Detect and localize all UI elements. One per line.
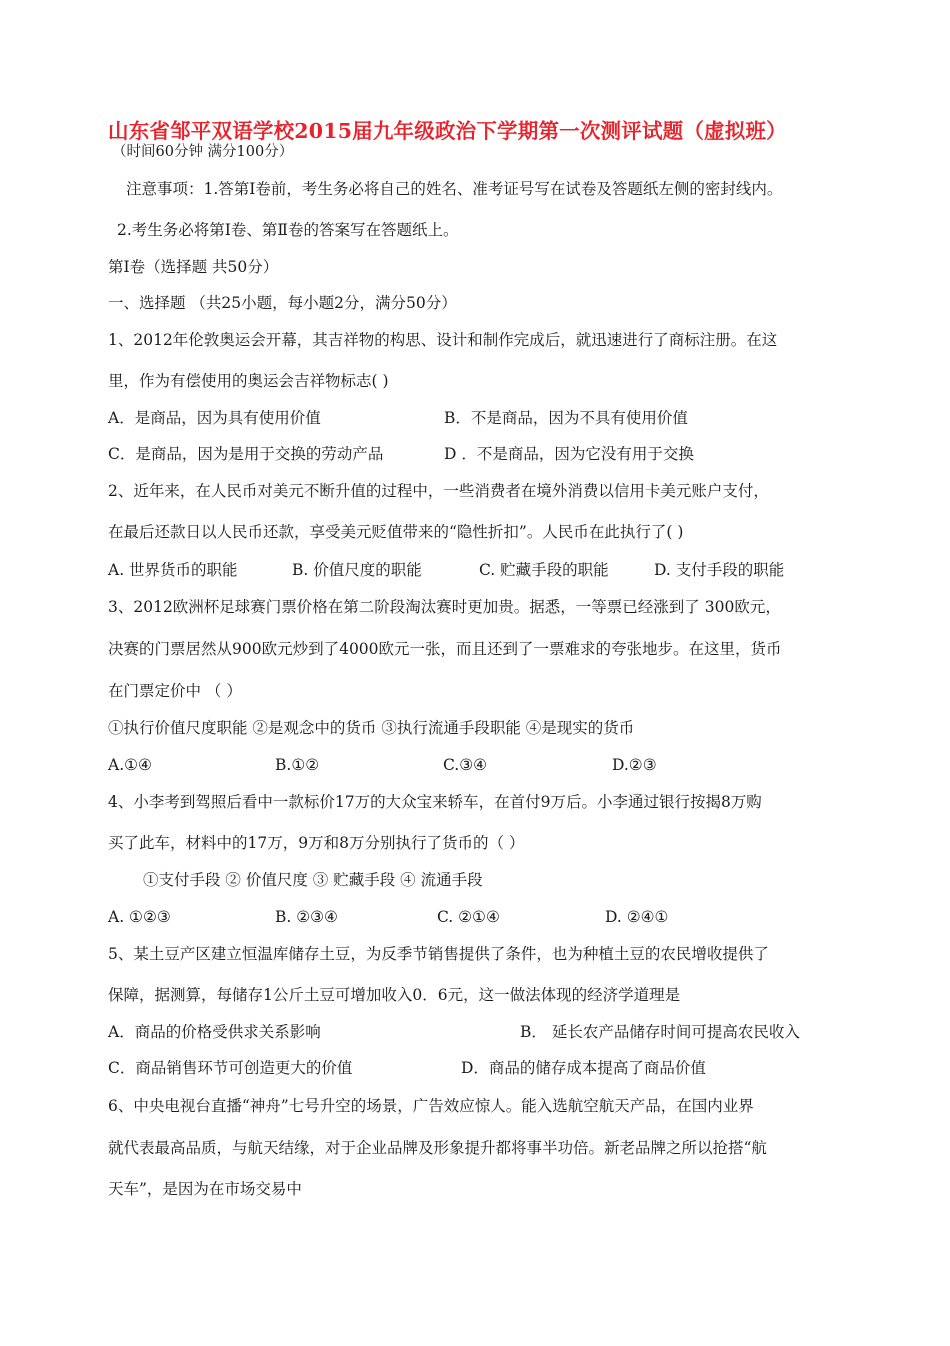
q4-option-b: B. ②③④: [275, 908, 338, 926]
q6-line-1: 6、中央电视台直播“神舟”七号升空的场景，广告效应惊人。能入选航空航天产品，在国内业界: [108, 1097, 754, 1115]
note-line-1: 注意事项：1.答第Ⅰ卷前，考生务必将自己的姓名、准考证号写在试卷及答题纸左侧的密封线内。: [126, 180, 783, 198]
q2-option-d: D. 支付手段的职能: [654, 561, 785, 579]
q5-option-a: A．商品的价格受供求关系影响: [108, 1023, 321, 1041]
exam-title: 山东省邹平双语学校2015届九年级政治下学期第一次测评试题（虚拟班）: [108, 119, 787, 143]
q5-line-2: 保障，据测算，每储存1公斤土豆可增加收入0．6元，这一做法体现的经济学道理是: [108, 986, 681, 1004]
q6-line-3: 天车”，是因为在市场交易中: [108, 1180, 302, 1198]
q4-option-c: C. ②①④: [437, 908, 500, 926]
q5-option-b: B． 延长农产品储存时间可提高农民收入: [520, 1023, 800, 1041]
q1-line-1: 1、2012年伦敦奥运会开幕，其吉祥物的构思、设计和制作完成后，就迅速进行了商标注册。在这: [108, 331, 778, 349]
q3-option-a: A.①④: [108, 756, 152, 774]
q1-line-2: 里，作为有偿使用的奥运会吉祥物标志( ): [108, 372, 389, 390]
q3-option-c: C.③④: [443, 756, 488, 774]
q3-line-3: 在门票定价中 （ ）: [108, 682, 242, 700]
q2-line-2: 在最后还款日以人民币还款，享受美元贬值带来的“隐性折扣”。人民币在此执行了( ): [108, 523, 684, 541]
q4-statements: ①支付手段 ② 价值尺度 ③ 贮藏手段 ④ 流通手段: [143, 871, 483, 889]
q6-line-2: 就代表最高品质，与航天结缘，对于企业品牌及形象提升都将事半功倍。新老品牌之所以抢搭“航: [108, 1139, 767, 1157]
q3-option-d: D.②③: [612, 756, 657, 774]
q4-line-1: 4、小李考到驾照后看中一款标价17万的大众宝来轿车，在首付9万后。小李通过银行按揭8万购: [108, 793, 762, 811]
q1-option-a: A．是商品，因为具有使用价值: [108, 409, 321, 427]
q1-option-b: B．不是商品，因为不具有使用价值: [444, 409, 688, 427]
q2-line-1: 2、近年来，在人民币对美元不断升值的过程中，一些消费者在境外消费以信用卡美元账户支付，: [108, 482, 769, 500]
q5-option-d: D．商品的储存成本提高了商品价值: [461, 1059, 706, 1077]
part-heading: 第Ⅰ卷（选择题 共50分）: [108, 258, 279, 276]
q2-option-c: C. 贮藏手段的职能: [479, 561, 609, 579]
q4-option-d: D. ②④①: [605, 908, 669, 926]
q5-line-1: 5、某土豆产区建立恒温库储存土豆，为反季节销售提供了条件，也为种植土豆的农民增收提供了: [108, 945, 769, 963]
note-line-2: 2.考生务必将第Ⅰ卷、第Ⅱ卷的答案写在答题纸上。: [117, 221, 459, 239]
q2-option-b: B. 价值尺度的职能: [292, 561, 422, 579]
q1-option-c: C．是商品，因为是用于交换的劳动产品: [108, 445, 384, 463]
q4-option-a: A. ①②③: [108, 908, 171, 926]
q2-option-a: A. 世界货币的职能: [108, 561, 238, 579]
q3-line-2: 决赛的门票居然从900欧元炒到了4000欧元一张，而且还到了一票难求的夸张地步。在这里，货币: [108, 640, 782, 658]
q1-option-d: D ．不是商品，因为它没有用于交换: [444, 445, 694, 463]
q3-statements: ①执行价值尺度职能 ②是观念中的货币 ③执行流通手段职能 ④是现实的货币: [108, 719, 635, 737]
q4-line-2: 买了此车，材料中的17万，9万和8万分别执行了货币的（ ）: [108, 834, 525, 852]
q3-option-b: B.①②: [275, 756, 320, 774]
exam-subtitle: （时间60分钟 满分100分）: [112, 144, 294, 160]
q3-line-1: 3、2012欧洲杯足球赛门票价格在第二阶段淘汰赛时更加贵。据悉，一等票已经涨到了 300欧元，: [108, 598, 781, 616]
q5-option-c: C．商品销售环节可创造更大的价值: [108, 1059, 353, 1077]
section-heading: 一、选择题 （共25小题，每小题2分，满分50分）: [108, 294, 457, 312]
